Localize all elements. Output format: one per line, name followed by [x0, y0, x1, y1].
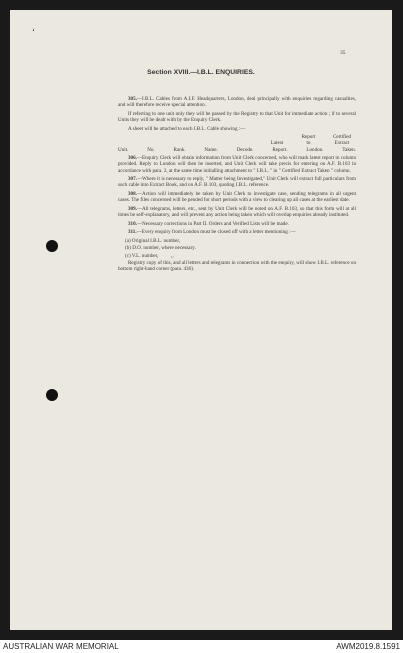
page-number: 35 [340, 50, 346, 56]
table-header-cell: Unit. [118, 146, 129, 153]
paragraph-305 [118, 96, 356, 108]
table-header-cell: Name. [204, 146, 218, 153]
paragraph-308 [118, 191, 356, 203]
table-header-cell: Extract [334, 140, 350, 147]
para-number: 307. [128, 176, 137, 183]
punch-hole-bottom [46, 389, 58, 401]
table-header-cell: Certified [332, 134, 352, 141]
list-item: (b) D.O. number, where necessary. [125, 245, 196, 252]
document-page [10, 10, 392, 630]
footer-accession-number: AWM2019.8.1591 [336, 642, 400, 651]
table-header-cell: Report. [272, 146, 288, 153]
table-header-cell: London. [306, 146, 324, 153]
para-number: 310. [128, 220, 137, 227]
para-text: —Where it is necessary to reply, " Matter being Investigated," Unit Clerk will extract full particulars from such cable into Extract Book, and on A.F. B.103, quoting I.B.L. reference. [118, 176, 356, 189]
para-text: —Enquiry Clerk will obtain information from Unit Clerk concerned, who will mark latest report in column provided. Reply to London will then be inserted, and Unit Clerk will take precis for entering on A.F. B.103 in accordance with para. 2, at the same time initialling attachment to " I.B.L. " in " Certified Extract Taken " column. [118, 155, 356, 174]
document-body [118, 96, 356, 275]
paragraph-310 [118, 221, 356, 227]
paragraph-307 [118, 176, 356, 188]
table-header-cell: Latest [270, 140, 284, 147]
para-text: —All telegrams, letters, etc., sent by Unit Clerk will be noted on A.F. B.103, so that this form will at all times be self-explanatory, and will prevent any action being taken which will overlap enquiries already instituted. [118, 205, 356, 218]
para-text: —I.B.L. Cables from A.I.F. Headquarters, London, deal principally with enquiries regarding casualties, and will therefore receive special attention. [118, 96, 356, 109]
table-header-cell: Decode. [236, 146, 254, 153]
para-number: 308. [128, 190, 137, 197]
table-header-cell: Rank. [173, 146, 186, 153]
table-header-cell: Report [301, 134, 316, 141]
punch-hole-top [46, 240, 58, 252]
table-header-cell: Taken. [342, 146, 356, 153]
paragraph-309 [118, 206, 356, 218]
cable-table-header [118, 134, 356, 153]
paragraph-unit: If referring to one unit only they will be passed by the Registry to that Unit for immediate action ; if to several Units they will be dealt with by the Enquiry Clerk. [118, 110, 356, 123]
para-text: —Action will immediately be taken by Unit Clerk to investigate case, sending telegrams in all urgent cases. The files concerned will be pended for short periods with a view to clearing up all cases at the earliest date. [118, 190, 356, 204]
para-text: —Every enquiry from London must be closed off with a letter mentioning :— [136, 229, 296, 236]
footer-bar [0, 641, 403, 653]
list-item: (c) V.L. number, ,, [125, 252, 174, 259]
paragraph-306 [118, 155, 356, 174]
para-number: 311. [128, 229, 137, 236]
table-header-cell: to [306, 140, 311, 147]
list-item: (a) Original I.B.L. number, [125, 237, 181, 244]
para-number: 305. [128, 96, 137, 102]
pencil-mark: ‘ [32, 27, 35, 37]
para-text: —Necessary corrections in Part II. Orders and Verified Lists will be made. [136, 220, 289, 227]
para-number: 309. [128, 205, 137, 212]
paragraph-registry: Registry copy of this, and all letters and telegrams in connection with the enquiry, will show I.B.L. reference on bottom right-hand corner (para. 436). [118, 259, 356, 273]
table-header-row [118, 147, 356, 153]
paragraph-sheet: A sheet will be attached to each I.B.L. Cable showing :— [128, 125, 246, 132]
section-heading: Section XVIII.—I.B.L. ENQUIRIES. [147, 69, 255, 76]
paragraph-311 [118, 229, 356, 235]
para-number: 306. [128, 155, 137, 162]
footer-credit: AUSTRALIAN WAR MEMORIAL [3, 642, 119, 651]
table-header-cell: No. [147, 146, 155, 153]
